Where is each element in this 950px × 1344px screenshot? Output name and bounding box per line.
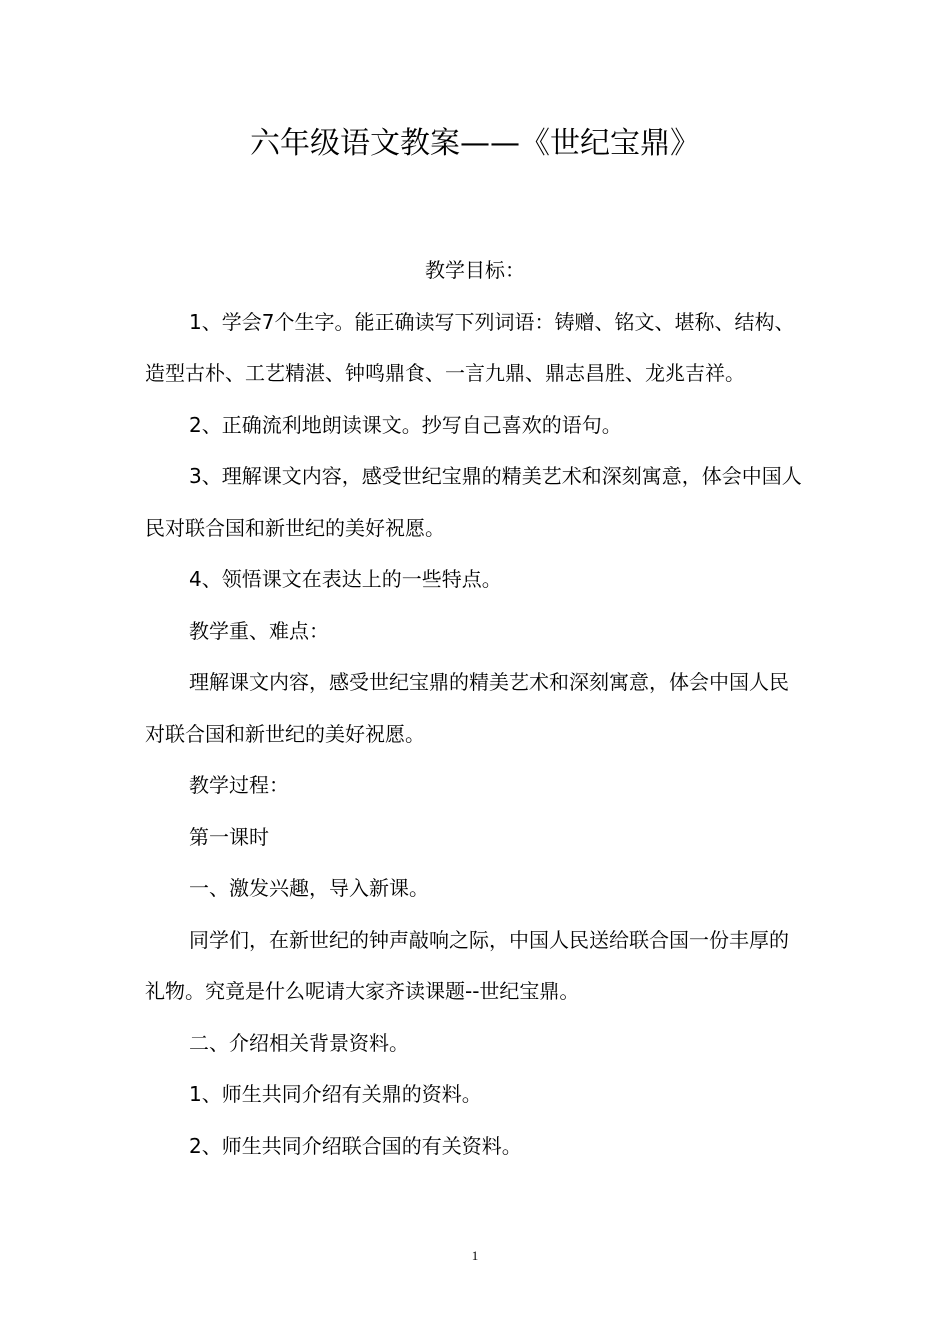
section-heading-objectives: 教学目标： — [425, 258, 525, 282]
step-2-item-1: 1、师生共同介绍有关鼎的资料。 — [189, 1082, 482, 1106]
section-heading-key-points: 教学重、难点： — [189, 618, 329, 643]
objective-3: 3、理解课文内容，感受世纪宝鼎的精美艺术和深刻寓意，体会中国人民对联合国和新世纪的美好祝愿。 — [145, 464, 802, 540]
page-number: 1 — [471, 1248, 479, 1263]
step-1-text: 同学们，在新世纪的钟声敲响之际，中国人民送给联合国一份丰厚的礼物。究竟是什么呢请大家齐读课题--世纪宝鼎。 — [145, 927, 789, 1003]
lesson-heading: 第一课时 — [189, 824, 269, 849]
document-title: 六年级语文教案——《世纪宝鼎》 — [250, 126, 700, 161]
section-heading-process: 教学过程： — [189, 773, 289, 797]
objective-1: 1、学会7个生字。能正确读写下列词语：铸赠、铭文、堪称、结构、造型古朴、工艺精湛、钟鸣鼎食、一言九鼎、鼎志昌胜、龙兆吉祥。 — [145, 309, 795, 385]
document-body — [145, 245, 805, 1172]
objective-4: 4、领悟课文在表达上的一些特点。 — [189, 567, 502, 591]
step-1-heading: 一、激发兴趣，导入新课。 — [189, 876, 429, 900]
key-points-text: 理解课文内容，感受世纪宝鼎的精美艺术和深刻寓意，体会中国人民对联合国和新世纪的美好祝愿。 — [145, 670, 789, 746]
step-2-item-2: 2、师生共同介绍联合国的有关资料。 — [189, 1133, 522, 1158]
step-2-heading: 二、介绍相关背景资料。 — [189, 1030, 409, 1055]
objective-2: 2、正确流利地朗读课文。抄写自己喜欢的语句。 — [189, 412, 622, 437]
